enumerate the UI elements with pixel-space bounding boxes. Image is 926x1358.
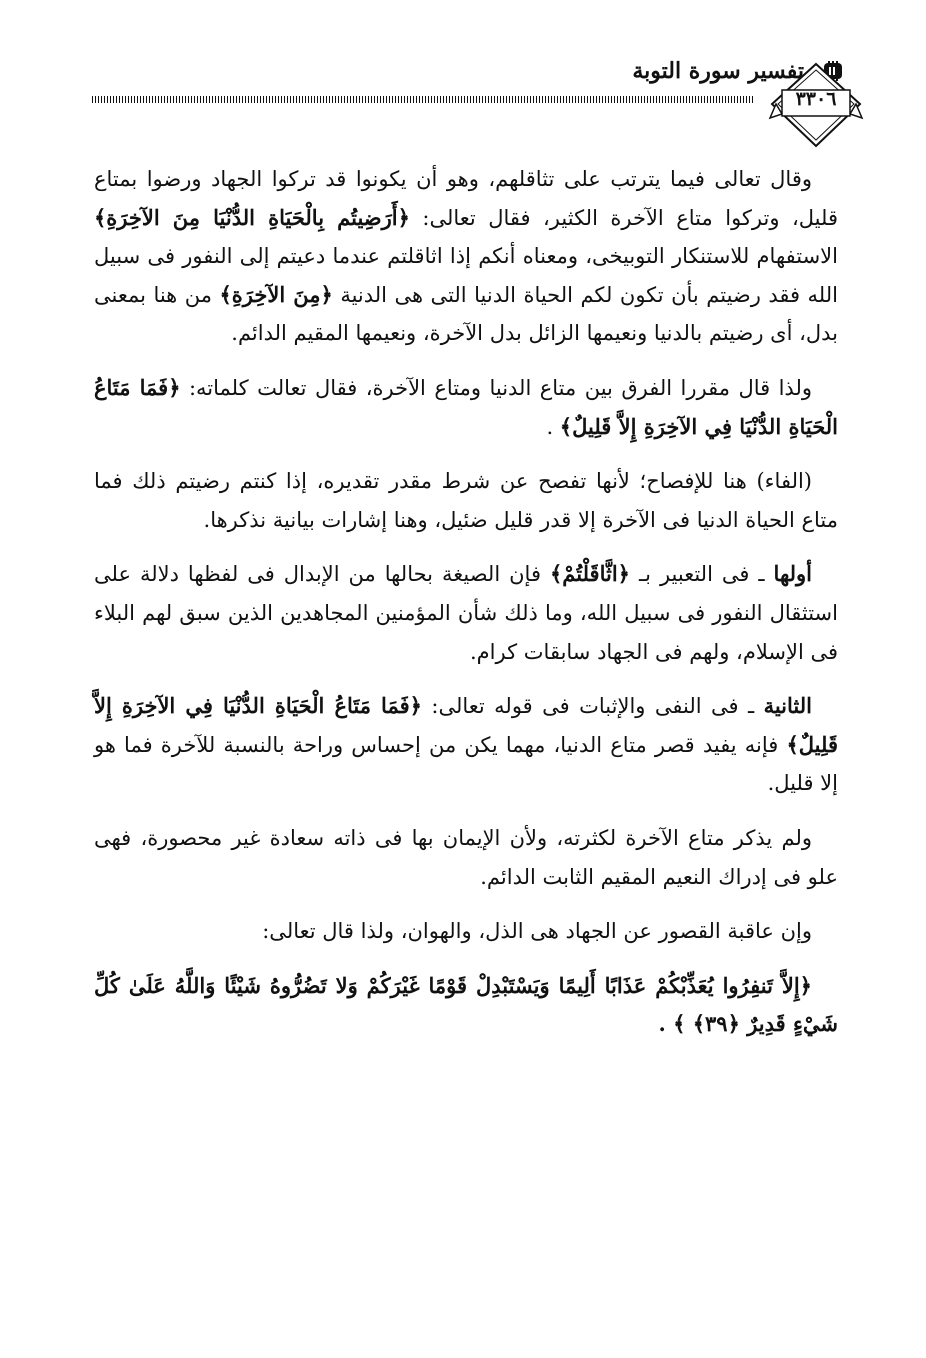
body-paragraph xyxy=(94,160,838,353)
paragraph-text: (الفاء) هنا للإفصاح؛ لأنها تفصح عن شرط مقدر تقديره، إذا كنتم رضيتم ذلك فما متاع الحياة الدنيا فى الآخرة إلا قدر قليل ضئيل، وهنا إشارات بيانية نذكرها. xyxy=(94,469,838,532)
body-paragraph xyxy=(94,687,838,803)
quran-quote: الثانية xyxy=(763,693,812,719)
quran-quote: ﴿أَرَضِيتُم بِالْحَيَاةِ الدُّنْيَا مِنَ الآخِرَةِ﴾ xyxy=(94,204,410,230)
page-number: ٣٣٠٦ xyxy=(795,88,837,110)
body-paragraph xyxy=(94,912,838,951)
page-body xyxy=(94,160,838,1060)
quran-quote: ﴿مِنَ الآخِرَةِ﴾ xyxy=(219,281,333,307)
paragraph-text: ـ فى التعبير بـ xyxy=(629,562,774,587)
paragraph-text: ولم يذكر متاع الآخرة لكثرته، ولأن الإيمان بها فى ذاته سعادة غير محصورة، فهى علو فى إدراك النعيم المقيم الثابت الدائم. xyxy=(94,825,838,889)
paragraph-text: . xyxy=(546,414,560,439)
header-rule xyxy=(92,96,754,103)
paragraph-text: فإن الصيغة بحالها من الإبدال فى لفظها دلالة على استثقال النفور فى سبيل الله، وما ذلك شأن المؤمنين المجاهدين الذين سبق لهم البلاء فى الإسلام، ولهم فى الجهاد سابقات كرام. xyxy=(94,562,838,664)
running-title-text: تفسير سورة التوبة xyxy=(632,58,804,84)
body-paragraph xyxy=(94,555,838,671)
paragraph-text: ـ فى النفى والإثبات فى قوله تعالى: xyxy=(421,694,764,719)
verse-paragraph xyxy=(94,967,838,1044)
quran-quote: ﴿إِلاَّ تَنفِرُوا يُعَذِّبْكُمْ عَذَابًا أَلِيمًا وَيَسْتَبْدِلْ قَوْمًا غَيْرَكُمْ وَلا تَضُرُّوهُ شَيْئًا وَاللَّهُ عَلَىٰ كُلِّ شَيْءٍ قَدِيرٌ ﴿٣٩﴾ ﴾ xyxy=(94,972,838,1037)
paragraph-text: فإنه يفيد قصر متاع الدنيا، مهما يكن من إحساس وراحة بالنسبة للآخرة فما هو إلا قليل. xyxy=(94,732,838,796)
quran-quote: ﴿اثَّاقَلْتُمْ﴾ xyxy=(549,561,630,587)
quran-quote: أولها xyxy=(773,561,812,587)
paragraph-text: وقال تعالى فيما يترتب على تثاقلهم، وهو أن يكونوا قد تركوا الجهاد ورضوا بمتاع قليل، وتركوا متاع الآخرة الكثير، فقال تعالى: xyxy=(94,167,838,230)
paragraph-text: وإن عاقبة القصور عن الجهاد هى الذل، والهوان، ولذا قال تعالى: xyxy=(262,919,812,944)
body-paragraph xyxy=(94,819,838,896)
page-header xyxy=(0,0,926,160)
body-paragraph xyxy=(94,462,838,539)
paragraph-text: . xyxy=(658,1011,674,1037)
quran-quote: ﴿فَمَا مَتَاعُ الْحَيَاةِ الدُّنْيَا فِي الآخِرَةِ إِلاَّ قَلِيلٌ﴾ xyxy=(94,374,838,439)
paragraph-text: ولذا قال مقررا الفرق بين متاع الدنيا ومتاع الآخرة، فقال تعالت كلماته: xyxy=(180,375,812,400)
paragraph-text: من هنا بمعنى بدل، أى رضيتم بالدنيا ونعيمها الزائل بدل الآخرة، ونعيمها المقيم الدائم. xyxy=(94,282,838,346)
quran-quote: ﴿فَمَا مَتَاعُ الْحَيَاةِ الدُّنْيَا فِي الآخِرَةِ إِلاَّ قَلِيلٌ﴾ xyxy=(94,693,838,757)
body-paragraph xyxy=(94,369,838,446)
paragraph-text: الاستفهام للاستنكار التوبيخى، ومعناه أنكم إذا اثاقلتم عندما دعيتم إلى النفور فى سبيل الله فقد رضيتم بأن تكون لكم الحياة الدنيا التى هى الدنية xyxy=(94,244,838,307)
